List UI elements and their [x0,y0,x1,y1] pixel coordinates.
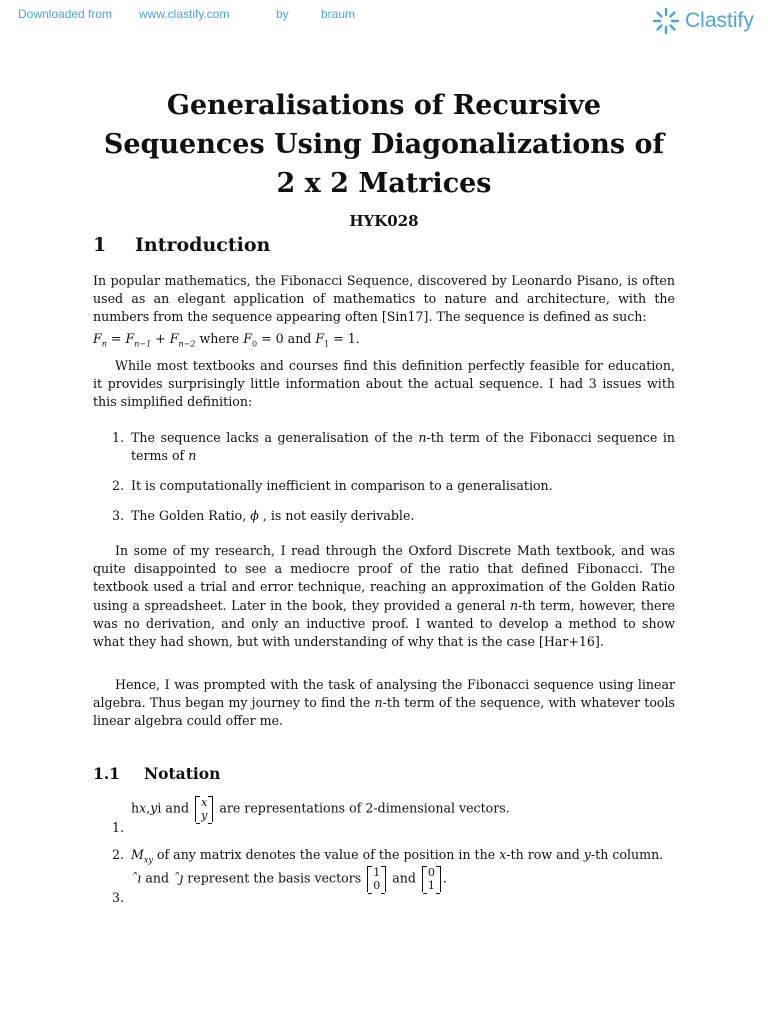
vector-top: 1 [373,866,381,879]
var-x: x [499,847,507,862]
formula-where: where [195,331,244,346]
site-link[interactable]: www.clastify.com [139,7,230,21]
list-item [112,477,675,495]
section-number: 1 [93,234,107,256]
intro-paragraph-1: In popular mathematics, the Fibonacci Sequence, discovered by Leonardo Pisano, is often used as an elegant application of mathematics to nature and architecture, with the numbers from the sequence appearing often [Sin17]. The sequence is defined as such: [93,273,675,325]
sub-xy: xy [143,855,153,865]
formula-f: F [169,331,179,346]
section-title: Introduction [135,234,271,256]
list-item [112,507,675,525]
formula-eq: = [106,331,126,346]
list-number: 1. [112,820,125,835]
brand-name: Clastify [685,9,754,32]
para-text: -th term of the sequence, with whatever tools linear algebra could offer me. [93,695,675,729]
var-y: y [150,800,158,816]
section-heading-notation [93,764,220,783]
column-vector-i [367,866,386,892]
column-vector-xy [195,796,213,822]
list-number: 3. [112,890,125,905]
list-number: 2. [112,478,125,493]
downloaded-from-text: Downloaded from [18,7,113,21]
formula-f: F [93,331,102,346]
fibonacci-definition [93,331,360,349]
and-text: and [141,870,174,886]
formula-f: F [315,331,325,346]
clastify-burst-icon [651,6,681,36]
clastify-logo[interactable] [651,6,754,36]
list-number: 3. [112,508,125,523]
list-text: represent the basis vectors [183,870,366,886]
list-text: -th column. [590,847,664,862]
list-number: 1. [112,430,125,445]
section-heading-introduction [93,234,270,256]
para-text: In some of my research, I read through the Oxford Discrete Math textbook, and was quite disappointed to see a mediocre proof of the ratio that defined Fibonacci. The textbook used a trial and error technique, reaching an approximation of the Golden Ratio using a spreadsheet. Later in the book, they provided a general [93,543,675,613]
list-item [112,866,675,905]
var-n: n [510,597,519,613]
formula-sub-n: n [101,339,107,349]
comma: , [146,800,151,816]
list-item [112,429,675,465]
list-number: 2. [112,847,125,862]
title-line-3: 2 x 2 Matrices [276,168,492,199]
vector-bottom: y [201,809,208,822]
list-item [112,796,675,835]
title-line-2: Sequences Using Diagonalizations of [103,129,665,160]
vector-top: x [201,796,208,809]
formula-sub-0: 0 [252,339,258,349]
bracket-close-and: i and [157,800,194,816]
formula-sub-1: 1 [324,339,330,349]
intro-paragraph-3 [93,542,675,651]
download-banner [0,0,768,40]
j-hat: ˆȷ [173,870,184,886]
var-n: n [418,430,427,445]
by-text: by [276,7,289,21]
column-vector-j [422,866,441,892]
title-line-1: Generalisations of Recursive [166,90,602,121]
username: braum [321,7,356,21]
and-text: and [388,870,420,886]
list-text: are representations of 2-dimensional vectors. [215,800,510,816]
paper-title [40,86,728,203]
var-n: n [374,695,383,711]
formula-eq0: = 0 and [257,331,316,346]
para-text: -th term, however, there was no derivation, and only an inductive proof. I wanted to develop a method to show what they had shown, but with understanding of why that is the case [Har+16]. [93,597,675,650]
formula-eq1: = 1. [329,331,360,346]
period: . [442,870,447,886]
intro-paragraph-4 [93,676,675,731]
var-x: x [139,800,147,816]
formula-sub-n1: n−1 [134,339,152,349]
list-text: -th row and [506,847,584,862]
formula-plus: + [151,331,170,346]
var-y: y [583,847,591,862]
list-text: The sequence lacks a generalisation of the [131,430,419,445]
var-phi: ϕ [250,508,259,523]
list-text: It is computationally inefficient in comparison to a generalisation. [131,478,553,493]
list-text: , is not easily derivable. [258,508,415,523]
section-number: 1.1 [93,764,120,783]
i-hat: ˆı [131,870,142,886]
list-text: of any matrix denotes the value of the position in the [152,847,500,862]
section-title: Notation [144,764,221,783]
formula-sub-n2: n−2 [178,339,196,349]
list-text: The Golden Ratio, [131,508,251,523]
vector-top: 0 [427,866,435,879]
bracket-open: h [131,800,140,816]
para-text: Hence, I was prompted with the task of analysing the Fibonacci sequence using linear algebra. Thus began my journey to find the [93,677,675,711]
list-text: -th term of the Fibonacci sequence in terms of [131,430,675,464]
formula-f: F [125,331,135,346]
formula-f: F [243,331,253,346]
var-m: M [131,847,144,862]
intro-paragraph-2: While most textbooks and courses find this definition perfectly feasible for education, it provides surprisingly little information about the actual sequence. I had 3 issues with this simplified definition: [93,358,675,410]
vector-bottom: 1 [427,879,435,892]
vector-bottom: 0 [373,879,381,892]
var-n: n [188,448,197,464]
author-id: HYK028 [349,212,419,230]
